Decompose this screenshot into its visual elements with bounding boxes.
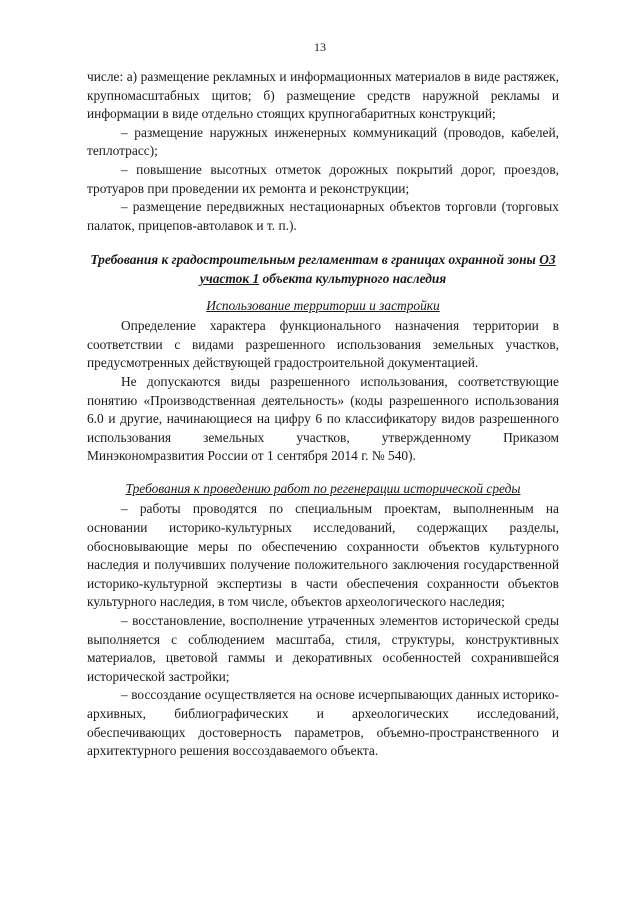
usage-paragraph-2: Не допускаются виды разрешенного использования, соответствующие понятию «Производственная деятельность» (коды разрешенного использования 6.0 и другие, начинающиеся на цифру 6 по классификатору видов разрешенного использования земельных участков, утвержденному Приказом Минэкономразвития России от 1 сентября 2014 г. № 540). xyxy=(87,373,559,464)
page-number: 13 xyxy=(314,40,326,54)
regeneration-paragraph-1: – работы проводятся по специальным проектам, выполненным на основании историко-культурных исследований, содержащих разделы, обосновывающие меры по обеспечению сохранности объектов культурного наследия и получивших получение положительного заключения государственной историко-культурной экспертизы в части обеспечения сохранности объектов культурного наследия, в том числе, объектов археологического наследия; xyxy=(87,501,559,610)
section-title-part-1: Требования к градостроительным регламентам в границах охранной зоны xyxy=(90,252,540,268)
usage-heading: Использование территории и застройки xyxy=(206,297,440,313)
regeneration-paragraph-2: – восстановление, восполнение утраченных элементов исторической среды выполняется с соблюдением масштаба, стиля, структуры, конструктивных материалов, цветовой гаммы и декоративных особенностей сохранившейся исторической застройки; xyxy=(87,613,559,684)
usage-paragraph-1: Определение характера функционального назначения территории в соответствии с видами разрешенного использования земельных участков, предусмотренных действующей градостроительной документацией. xyxy=(87,318,559,371)
intro-paragraph-1: числе: а) размещение рекламных и информационных материалов в виде растяжек, крупномасштабных щитов; б) размещение средств наружной рекламы и информации в виде отдельно стоящих крупногабаритных конструкций; xyxy=(87,69,559,122)
regeneration-paragraph-3: – воссоздание осуществляется на основе исчерпывающих данных историко-архивных, библиографических и археологических исследований, обеспечивающих достоверность параметров, объемно-пространственного и архитектурного решения воссоздаваемого объекта. xyxy=(87,687,559,759)
section-title-part-2: объекта культурного наследия xyxy=(259,270,447,286)
section-title xyxy=(87,251,559,288)
intro-paragraph-3: – повышение высотных отметок дорожных покрытий дорог, проездов, тротуаров при проведении их ремонта и реконструкции; xyxy=(87,161,559,196)
regeneration-heading: Требования к проведению работ по регенерации исторической среды xyxy=(125,480,521,496)
intro-paragraph-2: – размещение наружных инженерных коммуникаций (проводов, кабелей, теплотрасс); xyxy=(87,124,559,159)
page-content xyxy=(87,68,559,761)
intro-paragraph-4: – размещение передвижных нестационарных объектов торговли (торговых палаток, прицепов-автолавок и т. п.). xyxy=(87,199,559,233)
section-title-zone: ОЗ участок 1 xyxy=(199,252,556,286)
